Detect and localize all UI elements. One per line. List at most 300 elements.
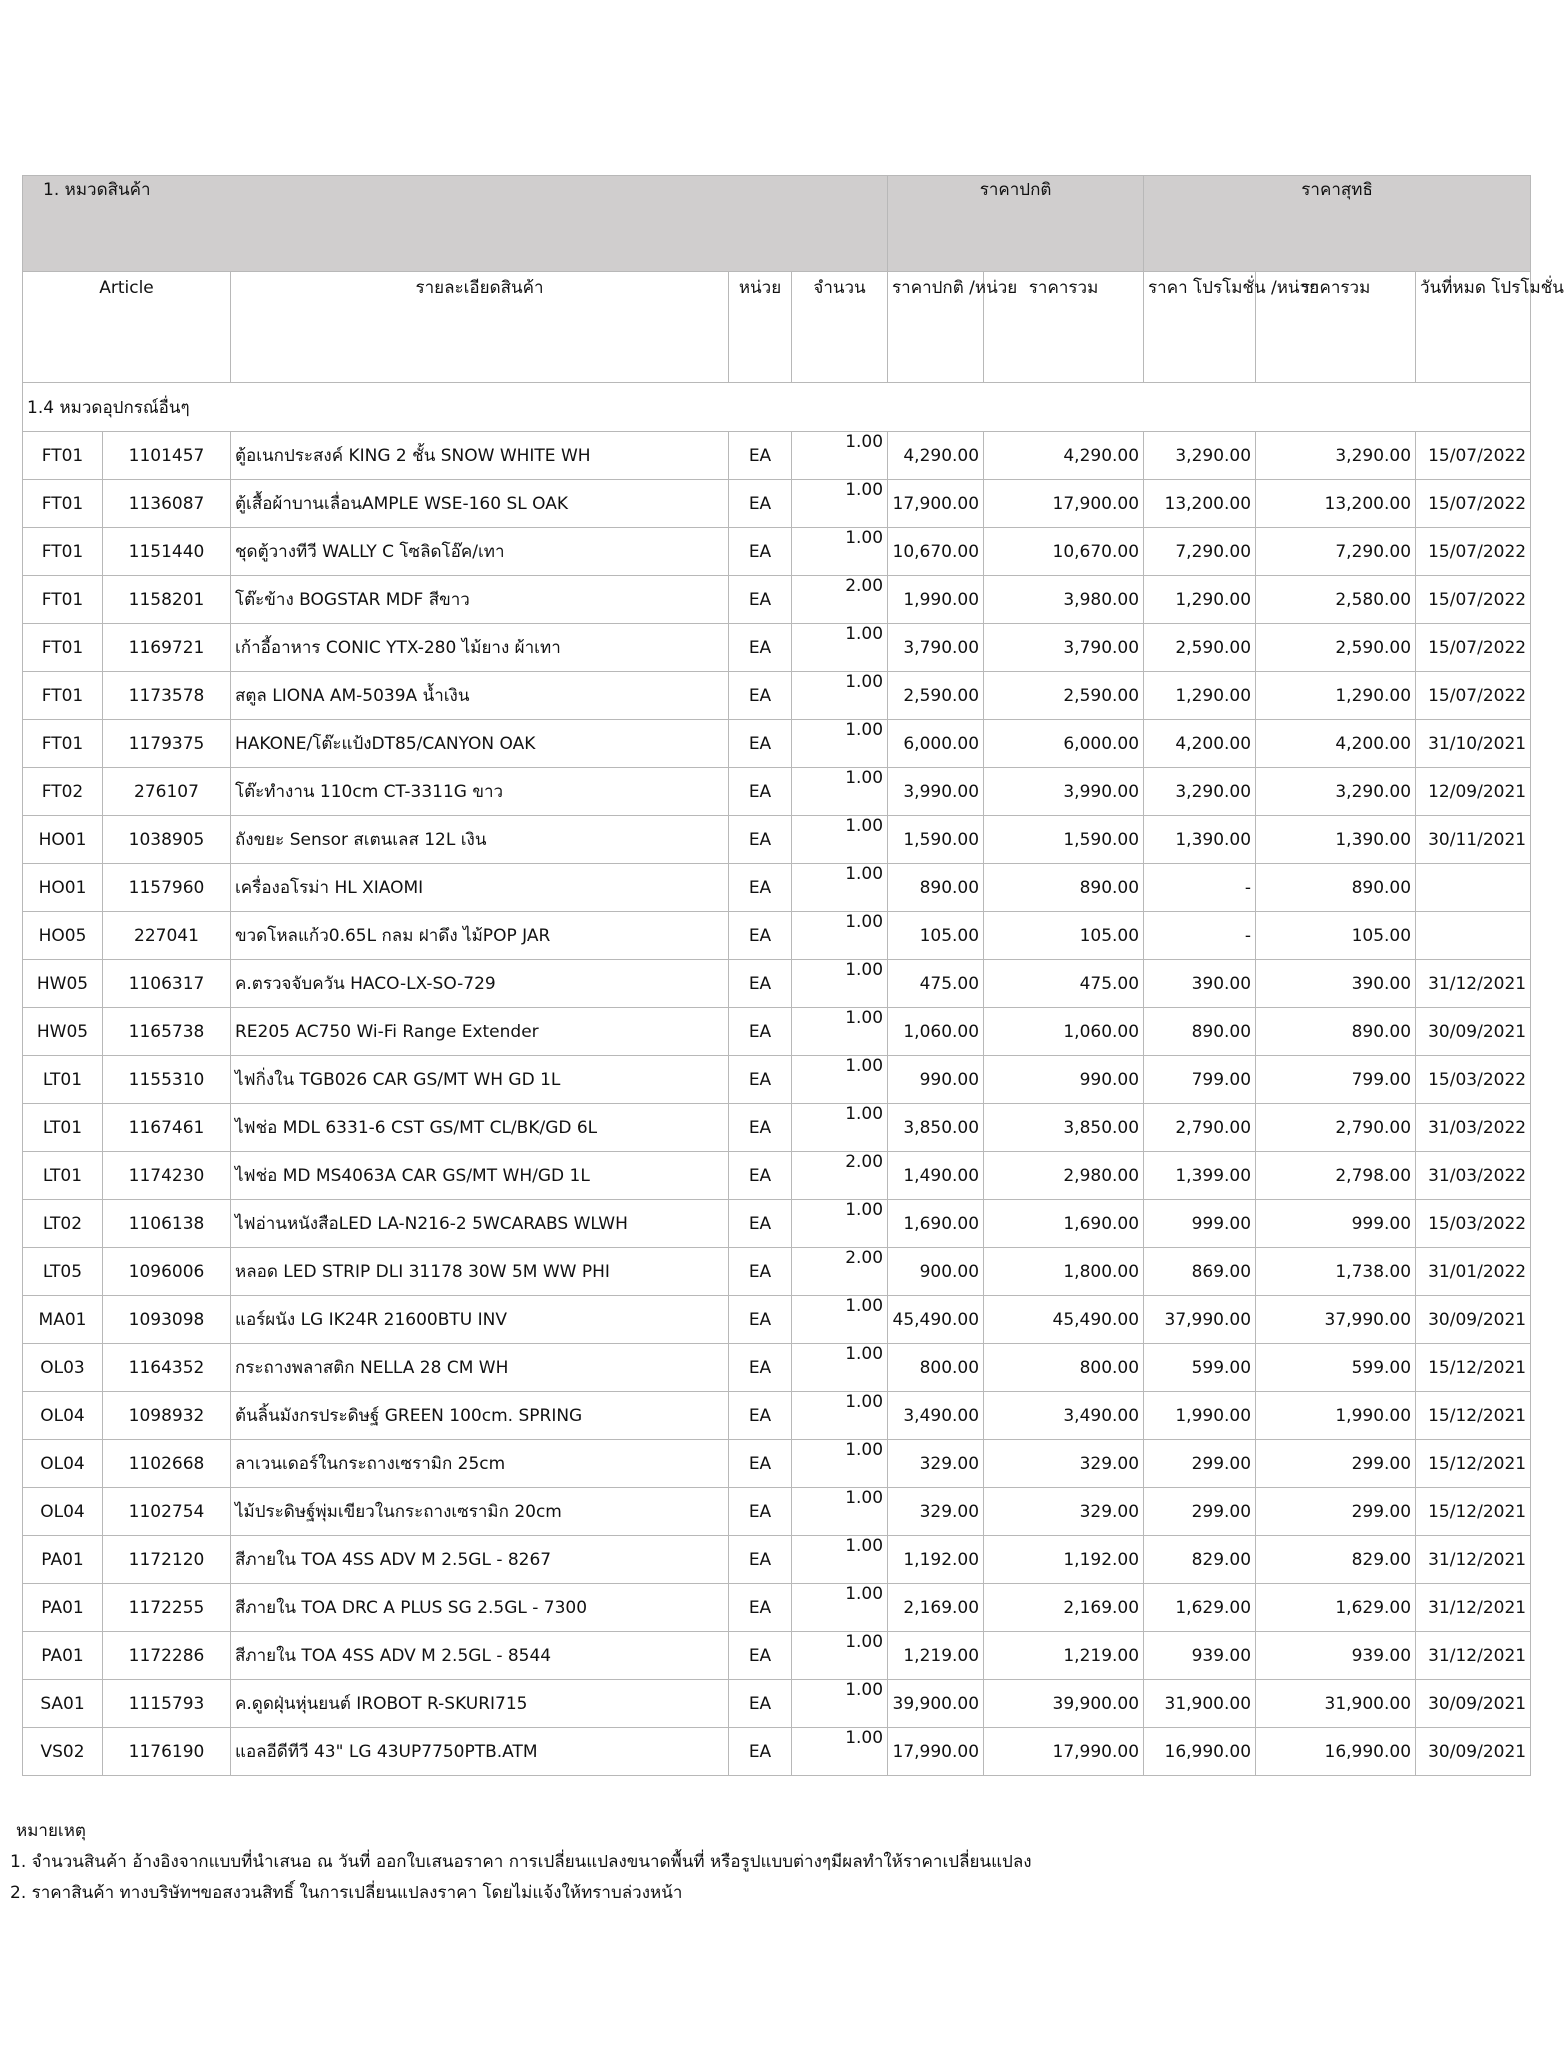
table-row (23, 1536, 1531, 1584)
cell-unit: EA (729, 1008, 792, 1056)
cell-code: PA01 (23, 1584, 103, 1632)
cell-net-total: 2,590.00 (1256, 624, 1416, 672)
cell-promo-end: 31/10/2021 (1416, 720, 1531, 768)
cell-reg-total: 1,690.00 (984, 1200, 1144, 1248)
cell-promo-unit: 1,399.00 (1144, 1152, 1256, 1200)
cell-promo-end: 12/09/2021 (1416, 768, 1531, 816)
cell-reg-total: 3,990.00 (984, 768, 1144, 816)
cell-article: 1167461 (103, 1104, 231, 1152)
cell-promo-end: 15/07/2022 (1416, 432, 1531, 480)
cell-reg-unit: 329.00 (888, 1440, 984, 1488)
cell-reg-total: 17,900.00 (984, 480, 1144, 528)
cell-net-total: 4,200.00 (1256, 720, 1416, 768)
cell-promo-unit: 1,390.00 (1144, 816, 1256, 864)
cell-description: สีภายใน TOA 4SS ADV M 2.5GL - 8544 (231, 1632, 729, 1680)
cell-reg-unit: 475.00 (888, 960, 984, 1008)
table-row (23, 1200, 1531, 1248)
cell-net-total: 105.00 (1256, 912, 1416, 960)
cell-code: OL04 (23, 1440, 103, 1488)
cell-description: ชุดตู้วางทีวี WALLY C โซลิดโอ๊ค/เทา (231, 528, 729, 576)
cell-description: แอร์ผนัง LG IK24R 21600BTU INV (231, 1296, 729, 1344)
cell-reg-total: 105.00 (984, 912, 1144, 960)
cell-unit: EA (729, 1728, 792, 1776)
cell-unit: EA (729, 912, 792, 960)
cell-reg-total: 3,790.00 (984, 624, 1144, 672)
table-row (23, 960, 1531, 1008)
cell-qty: 2.00 (792, 1248, 888, 1296)
cell-code: HO01 (23, 816, 103, 864)
cell-promo-end: 30/09/2021 (1416, 1008, 1531, 1056)
cell-promo-end: 15/07/2022 (1416, 480, 1531, 528)
cell-description: ตู้เสื้อผ้าบานเลื่อนAMPLE WSE-160 SL OAK (231, 480, 729, 528)
cell-promo-end: 30/11/2021 (1416, 816, 1531, 864)
cell-reg-unit: 1,060.00 (888, 1008, 984, 1056)
table-row (23, 1056, 1531, 1104)
cell-reg-unit: 6,000.00 (888, 720, 984, 768)
cell-unit: EA (729, 1488, 792, 1536)
cell-article: 1106138 (103, 1200, 231, 1248)
cell-reg-unit: 3,490.00 (888, 1392, 984, 1440)
cell-promo-end: 15/12/2021 (1416, 1440, 1531, 1488)
cell-qty: 1.00 (792, 1488, 888, 1536)
cell-reg-total: 3,980.00 (984, 576, 1144, 624)
cell-code: LT01 (23, 1056, 103, 1104)
cell-promo-end: 15/07/2022 (1416, 624, 1531, 672)
cell-reg-total: 4,290.00 (984, 432, 1144, 480)
cell-promo-end: 31/03/2022 (1416, 1152, 1531, 1200)
col-promo-unit: ราคา โปรโมชั่น /หน่วย (1144, 272, 1256, 383)
cell-article: 1098932 (103, 1392, 231, 1440)
cell-promo-unit: 829.00 (1144, 1536, 1256, 1584)
cell-unit: EA (729, 864, 792, 912)
cell-reg-unit: 45,490.00 (888, 1296, 984, 1344)
cell-description: แอลอีดีทีวี 43" LG 43UP7750PTB.ATM (231, 1728, 729, 1776)
cell-description: ค.ดูดฝุ่นหุ่นยนต์ IROBOT R-SKURI715 (231, 1680, 729, 1728)
cell-reg-total: 1,192.00 (984, 1536, 1144, 1584)
cell-description: ค.ตรวจจับควัน HACO-LX-SO-729 (231, 960, 729, 1008)
cell-code: LT01 (23, 1104, 103, 1152)
cell-promo-unit: 37,990.00 (1144, 1296, 1256, 1344)
table-row (23, 1680, 1531, 1728)
table-row (23, 768, 1531, 816)
cell-reg-unit: 39,900.00 (888, 1680, 984, 1728)
cell-net-total: 3,290.00 (1256, 768, 1416, 816)
cell-qty: 1.00 (792, 912, 888, 960)
cell-promo-unit: 31,900.00 (1144, 1680, 1256, 1728)
cell-code: LT01 (23, 1152, 103, 1200)
cell-promo-end: 15/03/2022 (1416, 1056, 1531, 1104)
cell-unit: EA (729, 528, 792, 576)
cell-net-total: 890.00 (1256, 864, 1416, 912)
cell-qty: 1.00 (792, 1008, 888, 1056)
cell-article: 1136087 (103, 480, 231, 528)
cell-promo-unit: 299.00 (1144, 1488, 1256, 1536)
cell-description: สตูล LIONA AM-5039A น้ำเงิน (231, 672, 729, 720)
cell-reg-total: 1,060.00 (984, 1008, 1144, 1056)
cell-article: 1102668 (103, 1440, 231, 1488)
cell-article: 1169721 (103, 624, 231, 672)
cell-reg-unit: 3,850.00 (888, 1104, 984, 1152)
cell-net-total: 2,580.00 (1256, 576, 1416, 624)
cell-description: หลอด LED STRIP DLI 31178 30W 5M WW PHI (231, 1248, 729, 1296)
cell-net-total: 31,900.00 (1256, 1680, 1416, 1728)
cell-code: FT01 (23, 432, 103, 480)
cell-code: PA01 (23, 1536, 103, 1584)
cell-unit: EA (729, 1440, 792, 1488)
cell-description: ต้นลิ้นมังกรประดิษฐ์ GREEN 100cm. SPRING (231, 1392, 729, 1440)
cell-reg-unit: 17,990.00 (888, 1728, 984, 1776)
cell-reg-unit: 900.00 (888, 1248, 984, 1296)
cell-reg-total: 1,219.00 (984, 1632, 1144, 1680)
table-row (23, 1104, 1531, 1152)
cell-promo-unit: 939.00 (1144, 1632, 1256, 1680)
cell-promo-unit: 3,290.00 (1144, 432, 1256, 480)
cell-code: FT02 (23, 768, 103, 816)
cell-code: FT01 (23, 720, 103, 768)
cell-description: ไฟกิ่งใน TGB026 CAR GS/MT WH GD 1L (231, 1056, 729, 1104)
cell-promo-end: 31/01/2022 (1416, 1248, 1531, 1296)
cell-article: 1101457 (103, 432, 231, 480)
cell-net-total: 13,200.00 (1256, 480, 1416, 528)
cell-code: LT05 (23, 1248, 103, 1296)
table-row (23, 480, 1531, 528)
cell-promo-end: 15/07/2022 (1416, 672, 1531, 720)
cell-code: FT01 (23, 480, 103, 528)
cell-code: FT01 (23, 672, 103, 720)
cell-qty: 1.00 (792, 768, 888, 816)
cell-qty: 1.00 (792, 672, 888, 720)
cell-code: FT01 (23, 528, 103, 576)
cell-reg-total: 890.00 (984, 864, 1144, 912)
cell-promo-end (1416, 864, 1531, 912)
cell-net-total: 999.00 (1256, 1200, 1416, 1248)
cell-article: 1096006 (103, 1248, 231, 1296)
cell-reg-total: 3,850.00 (984, 1104, 1144, 1152)
notes-section (10, 1816, 1510, 1909)
cell-code: FT01 (23, 576, 103, 624)
cell-article: 1179375 (103, 720, 231, 768)
cell-code: VS02 (23, 1728, 103, 1776)
header-band (23, 176, 1531, 272)
cell-article: 1176190 (103, 1728, 231, 1776)
cell-reg-unit: 10,670.00 (888, 528, 984, 576)
cell-promo-unit: 3,290.00 (1144, 768, 1256, 816)
col-net-total: ราคารวม (1256, 272, 1416, 383)
cell-unit: EA (729, 672, 792, 720)
cell-qty: 1.00 (792, 1056, 888, 1104)
table-row (23, 816, 1531, 864)
cell-code: MA01 (23, 1296, 103, 1344)
cell-reg-total: 329.00 (984, 1440, 1144, 1488)
cell-unit: EA (729, 1344, 792, 1392)
cell-promo-unit: 999.00 (1144, 1200, 1256, 1248)
category-title: 1. หมวดสินค้า (23, 176, 888, 272)
cell-net-total: 299.00 (1256, 1488, 1416, 1536)
cell-unit: EA (729, 1200, 792, 1248)
cell-description: เก้าอี้อาหาร CONIC YTX-280 ไม้ยาง ผ้าเทา (231, 624, 729, 672)
cell-promo-end: 15/07/2022 (1416, 528, 1531, 576)
cell-description: กระถางพลาสติก NELLA 28 CM WH (231, 1344, 729, 1392)
table-row (23, 1584, 1531, 1632)
cell-promo-end: 31/03/2022 (1416, 1104, 1531, 1152)
table-row (23, 1440, 1531, 1488)
table-row (23, 1152, 1531, 1200)
col-unit: หน่วย (729, 272, 792, 383)
table-row (23, 1008, 1531, 1056)
cell-reg-total: 329.00 (984, 1488, 1144, 1536)
cell-promo-end: 31/12/2021 (1416, 1632, 1531, 1680)
cell-unit: EA (729, 624, 792, 672)
cell-reg-unit: 329.00 (888, 1488, 984, 1536)
cell-unit: EA (729, 1536, 792, 1584)
cell-reg-unit: 990.00 (888, 1056, 984, 1104)
col-promo-end: วันที่หมด โปรโมชั่น (1416, 272, 1531, 383)
cell-net-total: 1,290.00 (1256, 672, 1416, 720)
cell-net-total: 390.00 (1256, 960, 1416, 1008)
cell-promo-unit: 16,990.00 (1144, 1728, 1256, 1776)
cell-code: PA01 (23, 1632, 103, 1680)
cell-reg-unit: 1,192.00 (888, 1536, 984, 1584)
cell-reg-unit: 4,290.00 (888, 432, 984, 480)
cell-promo-end (1416, 912, 1531, 960)
cell-description: ถังขยะ Sensor สเตนเลส 12L เงิน (231, 816, 729, 864)
cell-qty: 1.00 (792, 720, 888, 768)
cell-code: HO05 (23, 912, 103, 960)
table-row (23, 720, 1531, 768)
cell-code: LT02 (23, 1200, 103, 1248)
note-item-2: 2. ราคาสินค้า ทางบริษัทฯขอสงวนสิทธิ์ ในการเปลี่ยนแปลงราคา โดยไม่แจ้งให้ทราบล่วงหน้า (10, 1883, 683, 1903)
table-row (23, 528, 1531, 576)
cell-reg-unit: 105.00 (888, 912, 984, 960)
cell-article: 1164352 (103, 1344, 231, 1392)
cell-unit: EA (729, 768, 792, 816)
cell-promo-unit: 2,590.00 (1144, 624, 1256, 672)
cell-reg-total: 2,980.00 (984, 1152, 1144, 1200)
cell-description: ไฟอ่านหนังสือLED LA-N216-2 5WCARABS WLWH (231, 1200, 729, 1248)
table-row (23, 1344, 1531, 1392)
cell-reg-unit: 3,790.00 (888, 624, 984, 672)
cell-qty: 1.00 (792, 1536, 888, 1584)
cell-code: SA01 (23, 1680, 103, 1728)
cell-description: ไฟช่อ MD MS4063A CAR GS/MT WH/GD 1L (231, 1152, 729, 1200)
cell-code: OL03 (23, 1344, 103, 1392)
cell-unit: EA (729, 1104, 792, 1152)
cell-promo-unit: 890.00 (1144, 1008, 1256, 1056)
cell-unit: EA (729, 432, 792, 480)
column-header-row (23, 272, 1531, 383)
cell-promo-unit: 1,990.00 (1144, 1392, 1256, 1440)
cell-promo-end: 31/12/2021 (1416, 960, 1531, 1008)
cell-reg-unit: 3,990.00 (888, 768, 984, 816)
cell-article: 1158201 (103, 576, 231, 624)
cell-reg-unit: 2,590.00 (888, 672, 984, 720)
cell-qty: 1.00 (792, 1296, 888, 1344)
cell-description: สีภายใน TOA DRC A PLUS SG 2.5GL - 7300 (231, 1584, 729, 1632)
table-row (23, 864, 1531, 912)
cell-net-total: 1,390.00 (1256, 816, 1416, 864)
cell-net-total: 599.00 (1256, 1344, 1416, 1392)
cell-description: ไม้ประดิษฐ์พุ่มเขียวในกระถางเซรามิก 20cm (231, 1488, 729, 1536)
cell-promo-end: 30/09/2021 (1416, 1680, 1531, 1728)
cell-promo-unit: 2,790.00 (1144, 1104, 1256, 1152)
cell-article: 1106317 (103, 960, 231, 1008)
cell-reg-total: 10,670.00 (984, 528, 1144, 576)
cell-reg-unit: 1,219.00 (888, 1632, 984, 1680)
cell-qty: 1.00 (792, 864, 888, 912)
cell-code: OL04 (23, 1392, 103, 1440)
cell-promo-end: 31/12/2021 (1416, 1536, 1531, 1584)
cell-net-total: 1,629.00 (1256, 1584, 1416, 1632)
cell-article: 1093098 (103, 1296, 231, 1344)
cell-promo-unit: 1,290.00 (1144, 672, 1256, 720)
cell-promo-end: 15/12/2021 (1416, 1488, 1531, 1536)
cell-promo-unit: 390.00 (1144, 960, 1256, 1008)
cell-qty: 1.00 (792, 432, 888, 480)
table-row (23, 432, 1531, 480)
cell-reg-unit: 17,900.00 (888, 480, 984, 528)
cell-unit: EA (729, 1056, 792, 1104)
table-body (23, 383, 1531, 1776)
cell-description: HAKONE/โต๊ะแป้งDT85/CANYON OAK (231, 720, 729, 768)
cell-reg-total: 6,000.00 (984, 720, 1144, 768)
cell-net-total: 2,798.00 (1256, 1152, 1416, 1200)
col-description: รายละเอียดสินค้า (231, 272, 729, 383)
cell-net-total: 3,290.00 (1256, 432, 1416, 480)
cell-net-total: 2,790.00 (1256, 1104, 1416, 1152)
cell-qty: 1.00 (792, 1584, 888, 1632)
cell-qty: 1.00 (792, 1392, 888, 1440)
cell-net-total: 799.00 (1256, 1056, 1416, 1104)
cell-article: 1172286 (103, 1632, 231, 1680)
col-article: Article (23, 272, 231, 383)
cell-promo-unit: 1,629.00 (1144, 1584, 1256, 1632)
cell-qty: 1.00 (792, 1104, 888, 1152)
cell-code: OL04 (23, 1488, 103, 1536)
cell-net-total: 37,990.00 (1256, 1296, 1416, 1344)
cell-reg-total: 475.00 (984, 960, 1144, 1008)
cell-article: 1174230 (103, 1152, 231, 1200)
table-row (23, 1248, 1531, 1296)
table-row (23, 672, 1531, 720)
cell-article: 1102754 (103, 1488, 231, 1536)
cell-qty: 1.00 (792, 1680, 888, 1728)
cell-article: 1172255 (103, 1584, 231, 1632)
cell-promo-unit: 869.00 (1144, 1248, 1256, 1296)
cell-unit: EA (729, 720, 792, 768)
cell-reg-total: 39,900.00 (984, 1680, 1144, 1728)
cell-unit: EA (729, 1248, 792, 1296)
cell-net-total: 1,738.00 (1256, 1248, 1416, 1296)
cell-reg-unit: 1,990.00 (888, 576, 984, 624)
cell-description: ขวดโหลแก้ว0.65L กลม ฝาดึง ไม้POP JAR (231, 912, 729, 960)
table-row (23, 624, 1531, 672)
cell-reg-total: 2,590.00 (984, 672, 1144, 720)
cell-promo-end: 15/12/2021 (1416, 1392, 1531, 1440)
cell-article: 1165738 (103, 1008, 231, 1056)
price-table (22, 175, 1564, 1776)
cell-reg-total: 3,490.00 (984, 1392, 1144, 1440)
cell-reg-unit: 2,169.00 (888, 1584, 984, 1632)
regular-price-group: ราคาปกติ (888, 176, 1144, 272)
cell-article: 227041 (103, 912, 231, 960)
cell-code: FT01 (23, 624, 103, 672)
cell-qty: 2.00 (792, 1152, 888, 1200)
cell-promo-unit: 4,200.00 (1144, 720, 1256, 768)
cell-qty: 1.00 (792, 960, 888, 1008)
table-row (23, 1488, 1531, 1536)
cell-article: 1151440 (103, 528, 231, 576)
subcategory-title: 1.4 หมวดอุปกรณ์อื่นๆ (23, 383, 1531, 432)
cell-reg-unit: 1,690.00 (888, 1200, 984, 1248)
cell-description: ไฟช่อ MDL 6331-6 CST GS/MT CL/BK/GD 6L (231, 1104, 729, 1152)
cell-description: ลาเวนเดอร์ในกระถางเซรามิก 25cm (231, 1440, 729, 1488)
cell-net-total: 829.00 (1256, 1536, 1416, 1584)
cell-description: ตู้อเนกประสงค์ KING 2 ชั้น SNOW WHITE WH (231, 432, 729, 480)
cell-promo-unit: 599.00 (1144, 1344, 1256, 1392)
cell-description: โต๊ะทำงาน 110cm CT-3311G ขาว (231, 768, 729, 816)
cell-reg-total: 1,590.00 (984, 816, 1144, 864)
cell-qty: 1.00 (792, 1200, 888, 1248)
cell-promo-end: 15/03/2022 (1416, 1200, 1531, 1248)
notes-title: หมายเหตุ (16, 1821, 86, 1841)
cell-net-total: 939.00 (1256, 1632, 1416, 1680)
table-row (23, 1296, 1531, 1344)
net-price-group: ราคาสุทธิ (1144, 176, 1531, 272)
cell-qty: 1.00 (792, 1728, 888, 1776)
note-item-1: 1. จำนวนสินค้า อ้างอิงจากแบบที่นำเสนอ ณ วันที่ ออกใบเสนอราคา การเปลี่ยนแปลงขนาดพื้นที่ หรือรูปแบบต่างๆมีผลทำให้ราคาเปลี่ยนแปลง (10, 1852, 1032, 1872)
cell-promo-end: 31/12/2021 (1416, 1584, 1531, 1632)
cell-code: HW05 (23, 1008, 103, 1056)
cell-description: RE205 AC750 Wi-Fi Range Extender (231, 1008, 729, 1056)
subcategory-row (23, 383, 1531, 432)
cell-qty: 1.00 (792, 528, 888, 576)
cell-promo-end: 30/09/2021 (1416, 1728, 1531, 1776)
cell-unit: EA (729, 1632, 792, 1680)
cell-net-total: 299.00 (1256, 1440, 1416, 1488)
cell-description: โต๊ะข้าง BOGSTAR MDF สีขาว (231, 576, 729, 624)
table-row (23, 1728, 1531, 1776)
cell-qty: 1.00 (792, 624, 888, 672)
cell-reg-total: 990.00 (984, 1056, 1144, 1104)
cell-unit: EA (729, 1584, 792, 1632)
table-row (23, 576, 1531, 624)
cell-net-total: 16,990.00 (1256, 1728, 1416, 1776)
cell-promo-end: 30/09/2021 (1416, 1296, 1531, 1344)
cell-unit: EA (729, 1392, 792, 1440)
table-row (23, 1392, 1531, 1440)
cell-reg-unit: 1,590.00 (888, 816, 984, 864)
table-row (23, 912, 1531, 960)
cell-promo-unit: 13,200.00 (1144, 480, 1256, 528)
cell-description: เครื่องอโรม่า HL XIAOMI (231, 864, 729, 912)
cell-net-total: 1,990.00 (1256, 1392, 1416, 1440)
cell-qty: 1.00 (792, 816, 888, 864)
cell-unit: EA (729, 1296, 792, 1344)
col-reg-unit: ราคาปกติ /หน่วย (888, 272, 984, 383)
cell-code: HO01 (23, 864, 103, 912)
table-row (23, 1632, 1531, 1680)
cell-promo-unit: 1,290.00 (1144, 576, 1256, 624)
cell-promo-end: 15/12/2021 (1416, 1344, 1531, 1392)
cell-article: 1115793 (103, 1680, 231, 1728)
cell-description: สีภายใน TOA 4SS ADV M 2.5GL - 8267 (231, 1536, 729, 1584)
cell-article: 1038905 (103, 816, 231, 864)
cell-promo-unit: - (1144, 864, 1256, 912)
cell-code: HW05 (23, 960, 103, 1008)
cell-qty: 1.00 (792, 1344, 888, 1392)
cell-article: 1173578 (103, 672, 231, 720)
cell-promo-unit: 799.00 (1144, 1056, 1256, 1104)
